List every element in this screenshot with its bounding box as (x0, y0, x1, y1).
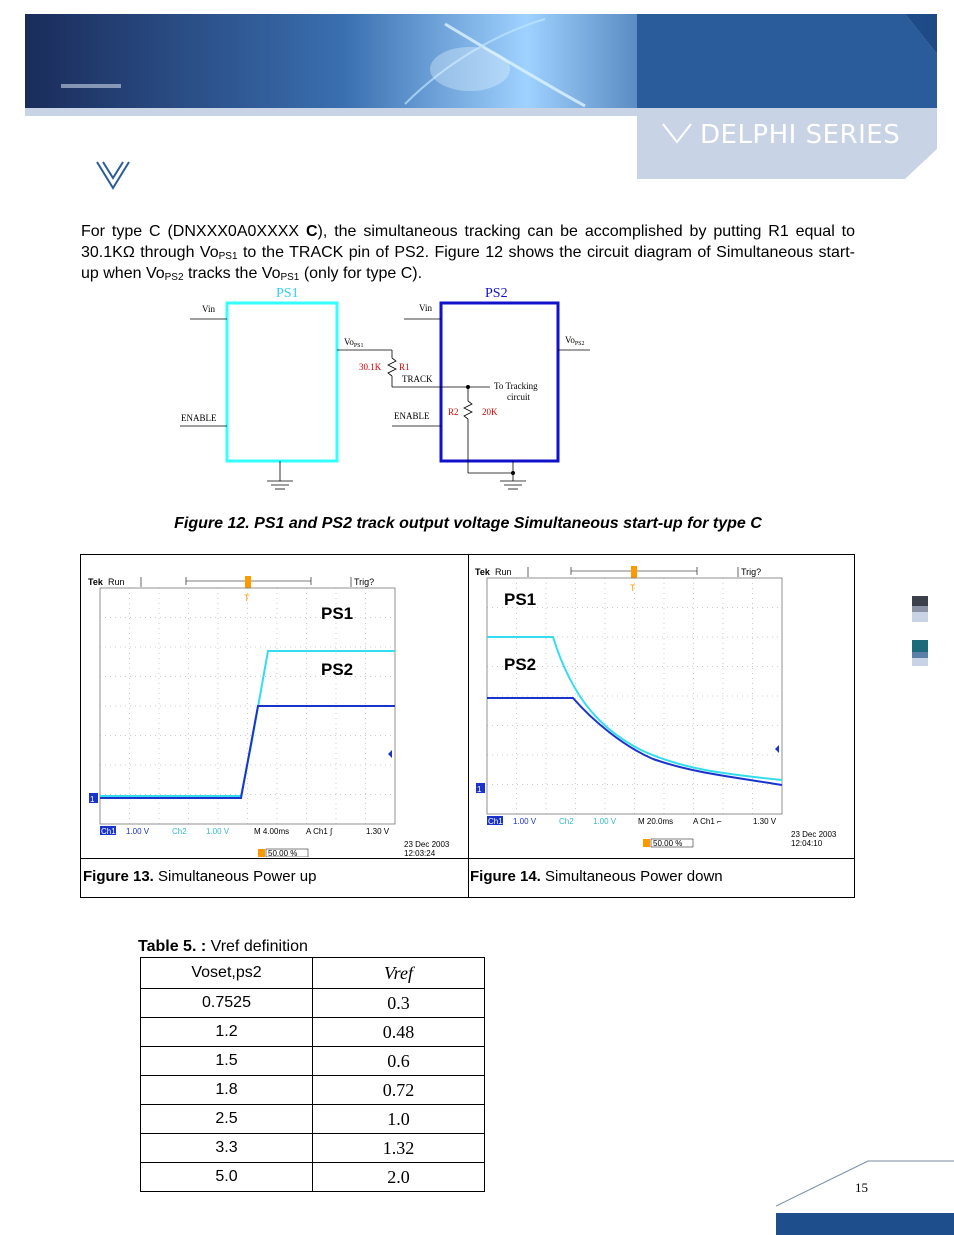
scope1-date: 23 Dec 2003 (404, 840, 450, 849)
r2-value: 20K (482, 407, 498, 417)
vo-ps1-label: $Vo_{PS1}$ (344, 337, 364, 349)
scope1-brand: Tek (88, 577, 103, 587)
resistor-r2 (464, 401, 472, 419)
scope1-trigger-source: A Ch1 ∫ (306, 827, 333, 836)
scope1-ch1-scale: 1.00 V (126, 827, 150, 836)
scope-power-down (473, 561, 853, 855)
scope1-timebase: M 4.00ms (254, 827, 290, 836)
scope1-position: 50.00 % (268, 849, 298, 857)
vref-cell: 0.72 (313, 1076, 485, 1105)
scope2-ps2-trace (487, 698, 782, 785)
scope2-trigger-level: 1.30 V (753, 817, 777, 826)
scope2-position: 50.00 % (653, 839, 683, 848)
vref-cell: 0.6 (313, 1047, 485, 1076)
scope1-trigger-marker: T (244, 593, 250, 603)
figure-14-caption: Figure 14. Simultaneous Power down (470, 868, 723, 885)
scope1-ch2-scale: 1.00 V (206, 827, 230, 836)
circuit-diagram (170, 283, 610, 498)
scope2-ch2-label: Ch2 (559, 817, 574, 826)
table-header-row (141, 958, 485, 989)
scope-power-up (86, 571, 466, 857)
side-tab-marker-2 (912, 640, 928, 666)
scope2-ch2-scale: 1.00 V (593, 817, 617, 826)
to-tracking-label-2: circuit (507, 392, 530, 402)
scope1-ps2-trace (100, 706, 395, 798)
scope2-ps1-label: PS1 (504, 590, 537, 609)
ps1-box (227, 303, 337, 461)
table-row (141, 1076, 485, 1105)
figure-13-caption: Figure 13. Simultaneous Power up (83, 868, 317, 885)
vo-ps2-label: $Vo_{PS2}$ (565, 335, 585, 347)
table-row (141, 1047, 485, 1076)
page-number: 15 (855, 1180, 868, 1195)
voset-cell: 1.2 (141, 1018, 313, 1047)
scope1-ps1-label: PS1 (321, 604, 354, 623)
scope2-trigger-source: A Ch1 ⌐ (693, 817, 722, 826)
side-tab-marker-1 (912, 596, 928, 622)
header-graphic (25, 14, 937, 179)
vref-table (140, 957, 485, 1192)
scope2-ch1-marker: 1 (477, 785, 482, 794)
footer-graphic (776, 1158, 954, 1235)
voset-cell: 1.5 (141, 1047, 313, 1076)
track-label: TRACK (402, 374, 433, 384)
header-voset: Voset,ps2 (141, 958, 313, 989)
scope1-mode: Run (108, 577, 125, 587)
header-vref: Vref (313, 958, 485, 989)
r1-label: R1 (399, 362, 410, 372)
table-row (141, 1134, 485, 1163)
scope2-ch1-label: Ch1 (488, 817, 503, 826)
enable-ps1-label: ENABLE (181, 413, 217, 423)
scope2-timebase: M 20.0ms (638, 817, 674, 826)
to-tracking-label: To Tracking (494, 381, 538, 391)
page-header-banner (25, 14, 937, 179)
scope2-date: 23 Dec 2003 (791, 830, 837, 839)
table-row (141, 1105, 485, 1134)
scope1-ps2-label: PS2 (321, 660, 354, 679)
scope2-time: 12:04:10 (791, 839, 823, 848)
scope1-trig-status: Trig? (354, 577, 375, 587)
vref-cell: 1.32 (313, 1134, 485, 1163)
body-paragraph: For type C (DNXXX0A0XXXX C), the simultaneous tracking can be accomplished by putting R1 equal to 30.1KΩ through $Vo_{PS1}$ to the TRACK pin of PS2. Figure 12 shows the circuit diagram of Simultaneous start-up when $Vo_{PS2}$ tracks the $Vo_{PS1}$ (only for type C). (81, 223, 856, 283)
chevron-down-icon (95, 160, 131, 199)
scope1-time: 12:03:24 (404, 849, 436, 857)
scope2-brand: Tek (475, 567, 490, 577)
scope1-ch2-label: Ch2 (172, 827, 187, 836)
r1-value: 30.1K (359, 362, 382, 372)
vref-cell: 0.3 (313, 989, 485, 1018)
brand-name: DELPHI SERIES (700, 120, 901, 150)
table-row (141, 989, 485, 1018)
table-row (141, 1018, 485, 1047)
scope1-ch1-label: Ch1 (101, 827, 116, 836)
enable-ps2-label: ENABLE (394, 411, 430, 421)
vin-ps1-label: Vin (202, 304, 215, 314)
vin-ps2-label: Vin (419, 303, 432, 313)
voset-cell: 1.8 (141, 1076, 313, 1105)
voset-cell: 5.0 (141, 1163, 313, 1192)
scope-figures-table (80, 554, 855, 898)
vref-cell: 1.0 (313, 1105, 485, 1134)
table-row (141, 1163, 485, 1192)
voset-cell: 0.7525 (141, 989, 313, 1018)
scope2-trigger-marker: T (630, 583, 636, 593)
scope1-ch1-marker: 1 (90, 795, 95, 804)
ps2-label: PS2 (485, 286, 508, 301)
vref-cell: 0.48 (313, 1018, 485, 1047)
ps1-label: PS1 (276, 286, 299, 301)
vref-cell: 2.0 (313, 1163, 485, 1192)
voset-cell: 3.3 (141, 1134, 313, 1163)
scope2-ps2-label: PS2 (504, 655, 537, 674)
scope2-mode: Run (495, 567, 512, 577)
scope1-trigger-level: 1.30 V (366, 827, 390, 836)
scope2-trig-status: Trig? (741, 567, 762, 577)
r2-label: R2 (448, 407, 459, 417)
voset-cell: 2.5 (141, 1105, 313, 1134)
scope2-ch1-scale: 1.00 V (513, 817, 537, 826)
table-5-caption: Table 5. : Vref definition (138, 938, 308, 955)
figure-12-caption: Figure 12. PS1 and PS2 track output voltage Simultaneous start-up for type C (174, 515, 762, 532)
resistor-r1 (388, 358, 396, 376)
